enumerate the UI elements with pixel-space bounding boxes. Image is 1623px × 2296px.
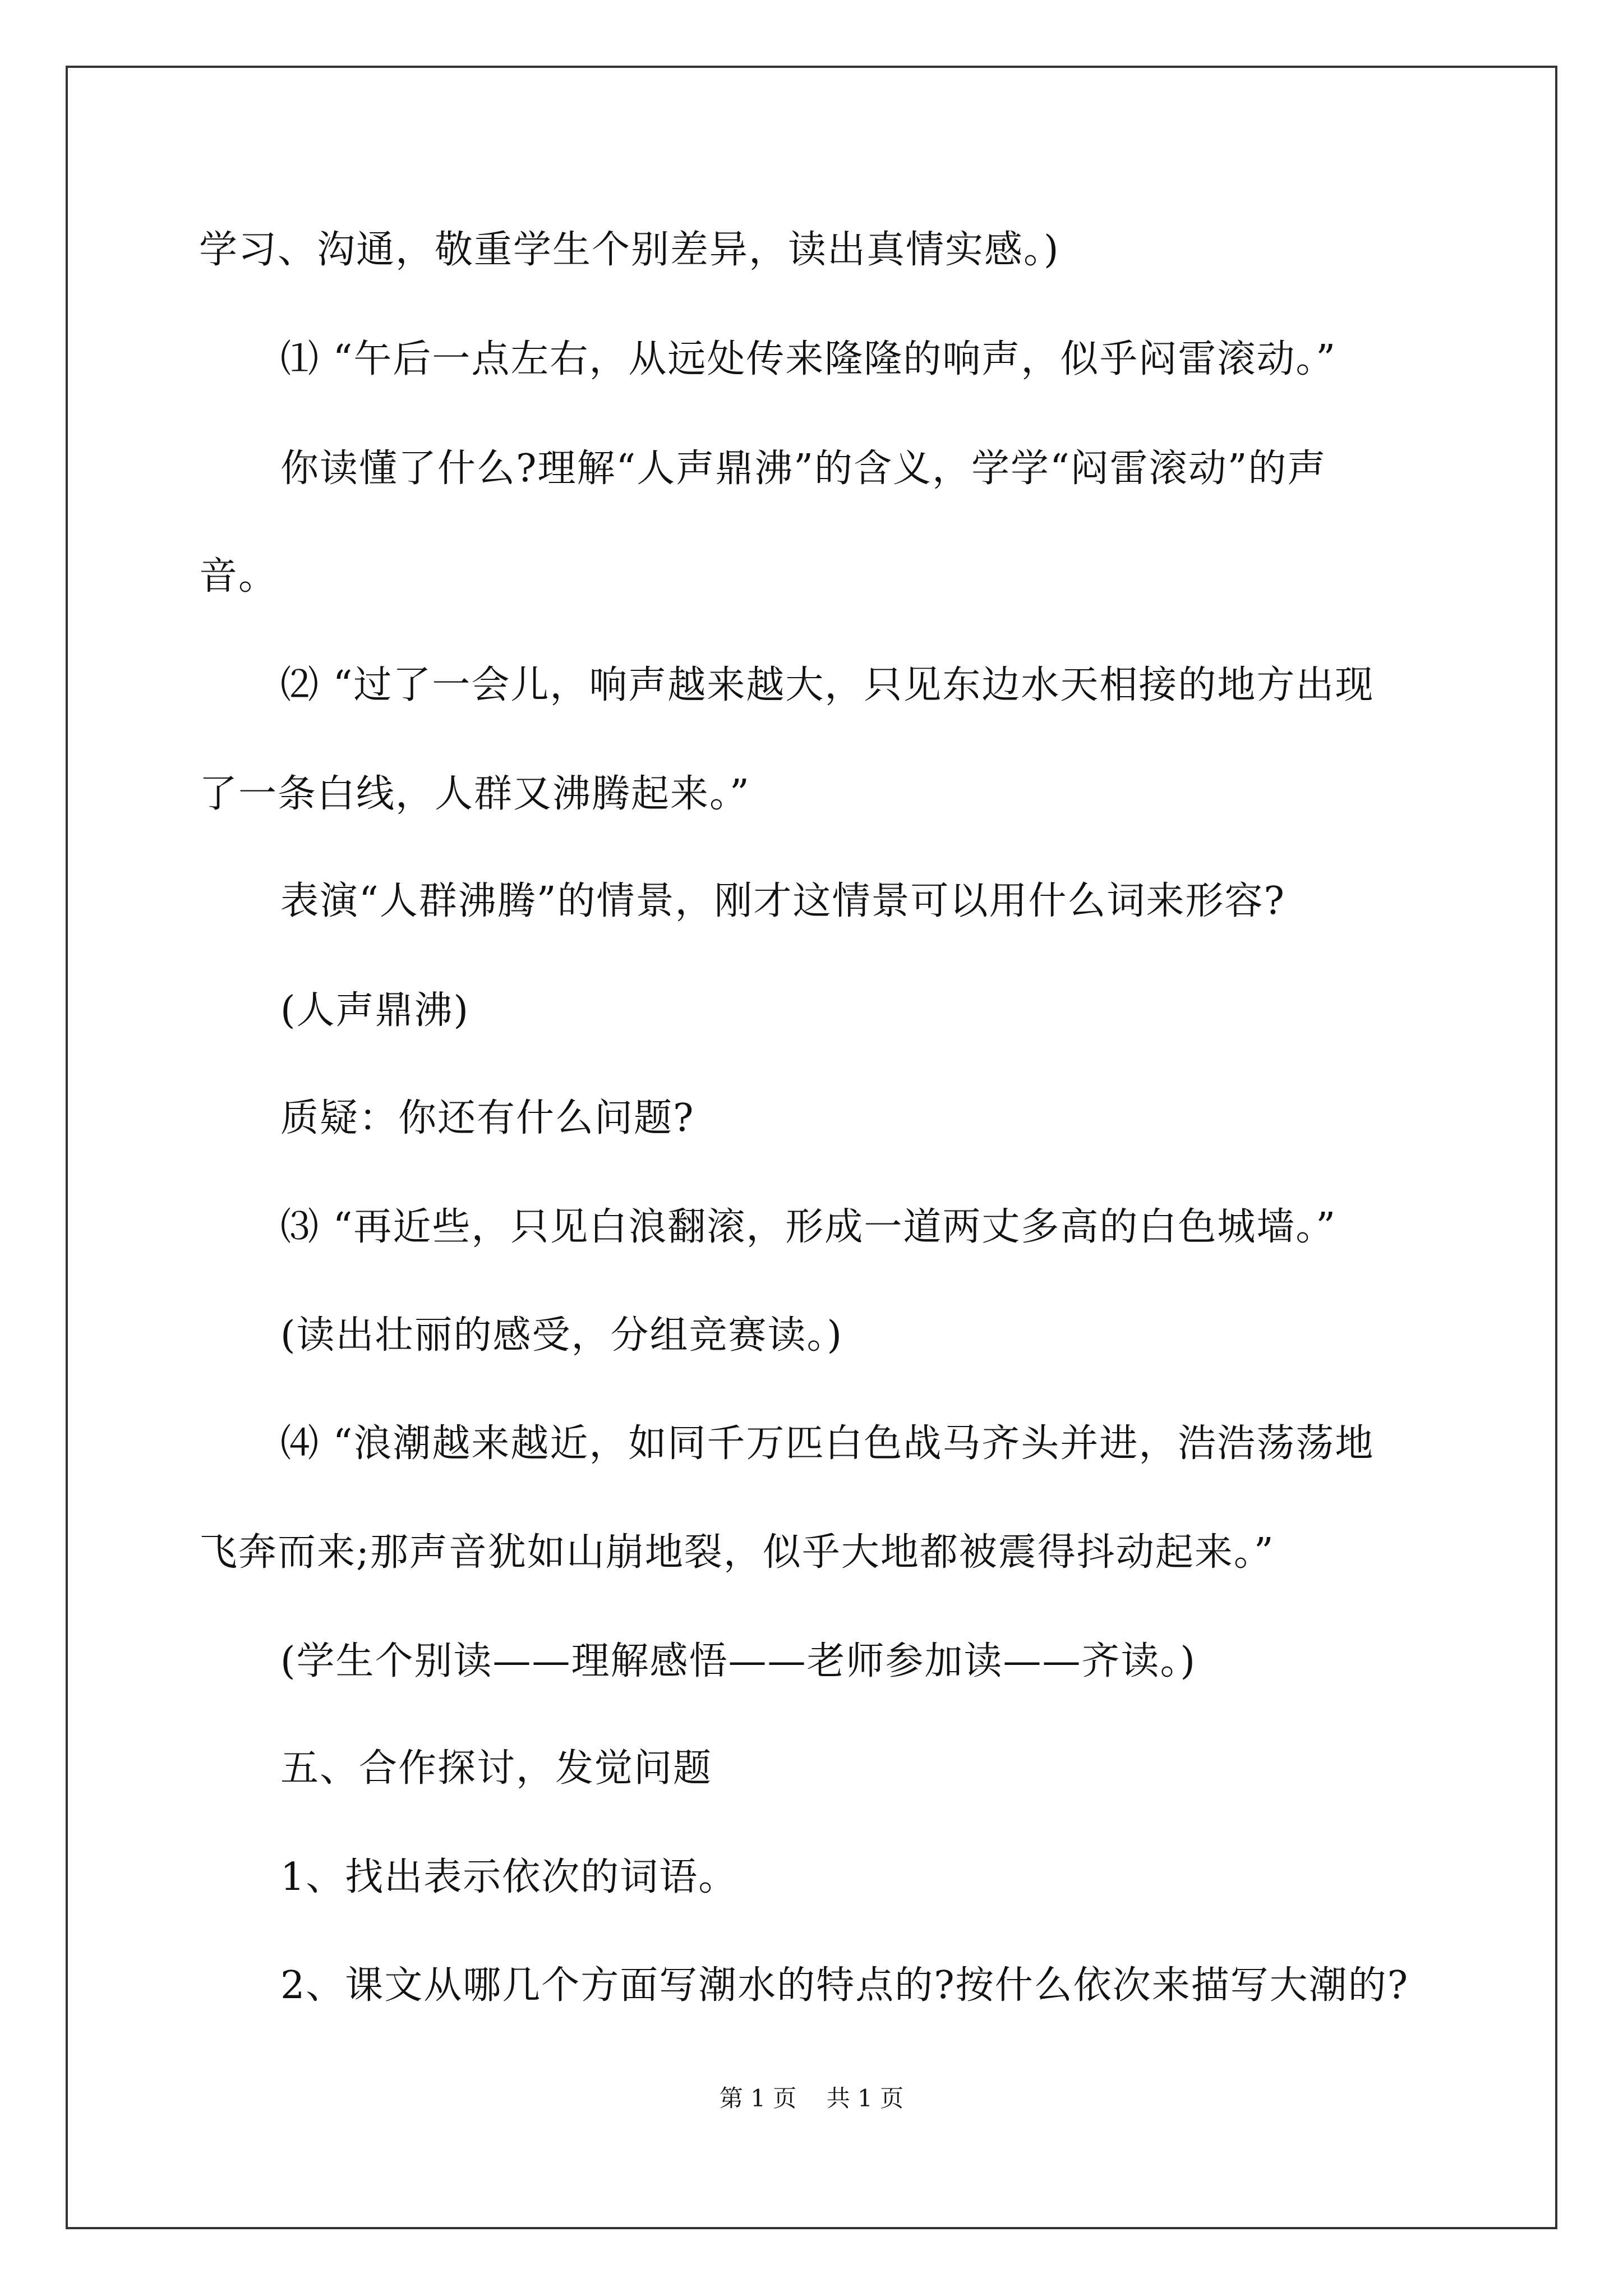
page-number-footer: 第 1 页 共 1 页 — [719, 2085, 904, 2112]
text-line-4: 音。 — [199, 554, 278, 599]
text-line-5: ⑵ “过了一会儿，响声越来越大，只见东边水天相接的地方出现 — [280, 663, 1375, 707]
text-line-1: 学习、沟通，敬重学生个别差异，读出真情实感。) — [199, 228, 1060, 272]
text-line-16: 1、找出表示依次的词语。 — [280, 1855, 738, 1899]
text-line-7: 表演“人群沸腾”的情景，刚才这情景可以用什么词来形容? — [280, 879, 1285, 923]
text-line-2: ⑴ “午后一点左右，从远处传来隆隆的响声，似乎闷雷滚动。” — [280, 337, 1337, 381]
text-line-6: 了一条白线，人群又沸腾起来。” — [199, 772, 750, 816]
text-line-17: 2、课文从哪几个方面写潮水的特点的?按什么依次来描写大潮的? — [280, 1963, 1409, 2008]
text-line-11: (读出壮丽的感受，分组竞赛读。) — [280, 1313, 843, 1358]
text-line-10: ⑶ “再近些，只见白浪翻滚，形成一道两丈多高的白色城墙。” — [280, 1205, 1337, 1249]
text-line-9: 质疑：你还有什么问题? — [280, 1096, 695, 1140]
text-line-14: (学生个别读——理解感悟——老师参加读——齐读。) — [280, 1639, 1197, 1683]
text-line-13: 飞奔而来;那声音犹如山崩地裂，似乎大地都被震得抖动起来。” — [199, 1530, 1275, 1575]
text-line-8: (人声鼎沸) — [280, 988, 470, 1033]
text-line-3: 你读懂了什么?理解“人声鼎沸”的含义，学学“闷雷滚动”的声 — [280, 447, 1327, 491]
text-line-15: 五、合作探讨，发觉问题 — [280, 1746, 713, 1791]
text-line-12: ⑷ “浪潮越来越近，如同千万匹白色战马齐头并进，浩浩荡荡地 — [280, 1421, 1375, 1466]
